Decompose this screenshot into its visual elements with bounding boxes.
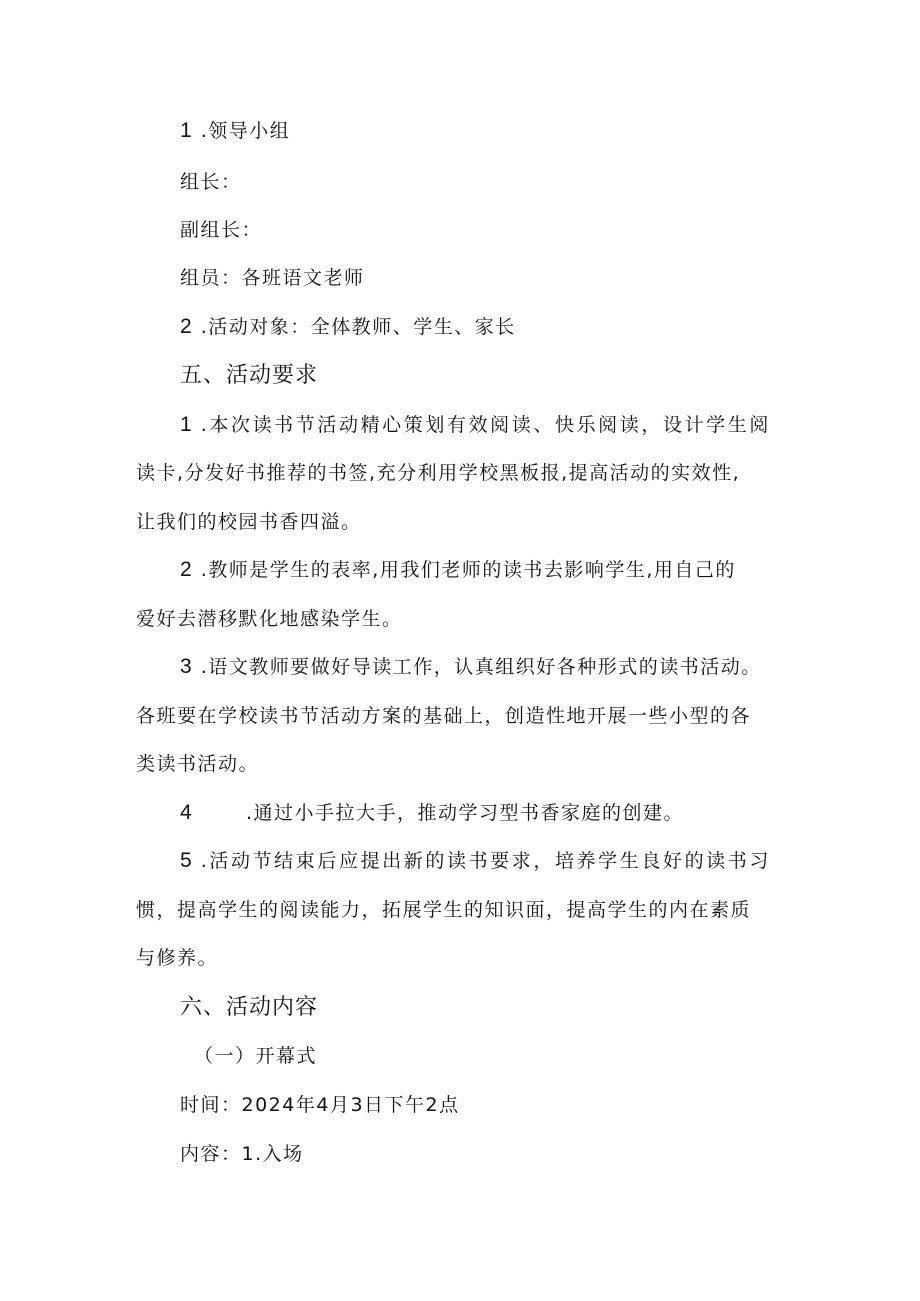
leader-group-title bbox=[180, 117, 290, 145]
members-line: 组员：各班语文老师 bbox=[180, 267, 365, 289]
requirement-2-line-1 bbox=[180, 556, 736, 584]
requirement-1-line-2: 读卡,分发好书推荐的书签,充分利用学校黑板报,提高活动的实效性, bbox=[136, 462, 741, 484]
list-text: .通过小手拉大手，推动学习型书香家庭的创建。 bbox=[246, 802, 685, 824]
list-number: 4 bbox=[180, 801, 194, 824]
time-line: 时间：2024年4月3日下午2点 bbox=[180, 1094, 460, 1116]
list-number: 2 bbox=[180, 315, 194, 338]
requirement-5-line-3: 与修养。 bbox=[136, 947, 219, 969]
activity-target bbox=[180, 313, 516, 341]
vice-leader-line: 副组长： bbox=[180, 219, 263, 241]
requirement-3-line-3: 类读书活动。 bbox=[136, 753, 260, 775]
list-text: .活动对象：全体教师、学生、家长 bbox=[200, 316, 516, 338]
section-six-heading: 六、活动内容 bbox=[180, 995, 319, 1020]
requirement-3-line-1 bbox=[180, 653, 762, 681]
section-five-heading: 五、活动要求 bbox=[180, 363, 319, 388]
list-number: 3 bbox=[180, 655, 194, 678]
requirement-5-line-1 bbox=[180, 847, 771, 875]
requirement-5-line-2: 惯，提高学生的阅读能力，拓展学生的知识面，提高学生的内在素质 bbox=[136, 899, 752, 921]
leader-line: 组长： bbox=[180, 171, 242, 193]
list-number: 2 bbox=[180, 558, 194, 581]
requirement-3-line-2: 各班要在学校读书节活动方案的基础上，创造性地开展一些小型的各 bbox=[136, 705, 752, 727]
list-number: 5 bbox=[180, 849, 194, 872]
list-text: .领导小组 bbox=[200, 120, 291, 142]
list-text: .语文教师要做好导读工作，认真组织好各种形式的读书活动。 bbox=[200, 656, 762, 678]
list-text: .教师是学生的表率,用我们老师的读书去影响学生,用自己的 bbox=[200, 559, 736, 581]
opening-ceremony-heading: （一）开幕式 bbox=[194, 1045, 318, 1067]
list-number: 1 bbox=[180, 413, 194, 436]
list-text: .活动节结束后应提出新的读书要求，培养学生良好的读书习 bbox=[200, 850, 771, 872]
list-number: 1 bbox=[180, 119, 194, 142]
requirement-4 bbox=[180, 799, 684, 827]
requirement-1-line-3: 让我们的校园书香四溢。 bbox=[136, 511, 362, 533]
requirement-2-line-2: 爱好去潜移默化地感染学生。 bbox=[136, 608, 403, 630]
list-text: .本次读书节活动精心策划有效阅读、快乐阅读，设计学生阅 bbox=[200, 414, 771, 436]
content-line: 内容：1.入场 bbox=[180, 1143, 304, 1165]
requirement-1-line-1 bbox=[180, 411, 771, 439]
